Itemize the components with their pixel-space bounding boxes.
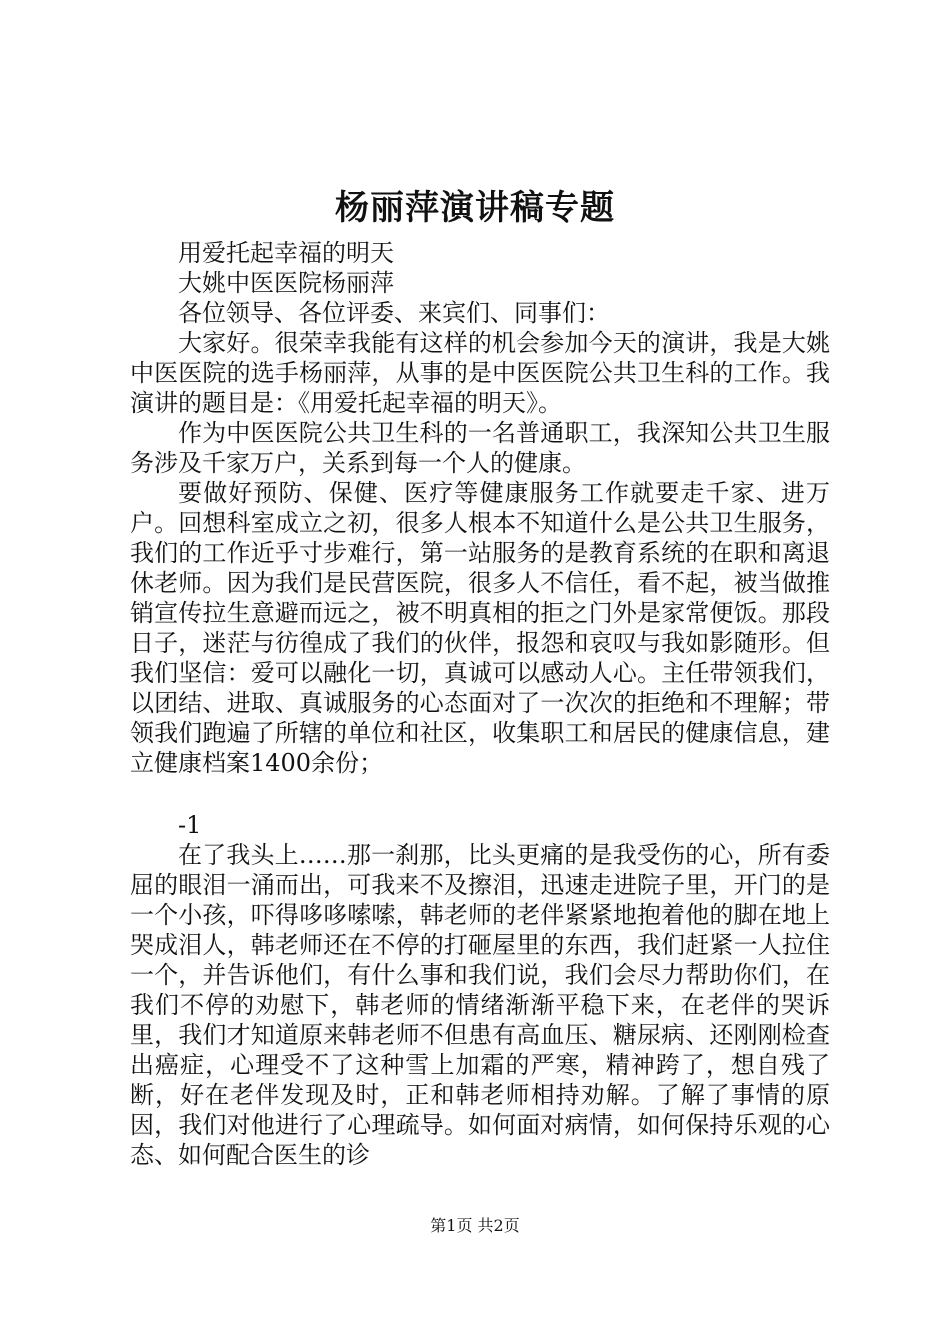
page-marker: -1 — [178, 811, 202, 839]
body-paragraph: 在了我头上……那一刹那，比头更痛的是我受伤的心，所有委屈的眼泪一涌而出，可我来不及擦泪，迅速走进院子里，开门的是一个小孩，吓得哆哆嗦嗦，韩老师的老伴紧紧地抱着他的脚在地上哭成泪人，韩老师还在不停的打砸屋里的东西，我们赶紧一人拉住一个，并告诉他们，有什么事和我们说，我们会尽力帮助你们，在我们不停的劝慰下，韩老师的情绪渐渐平稳下来，在老伴的哭诉里，我们才知道原来韩老师不但患有高血压、糖尿病、还刚刚检查出癌症，心理受不了这种雪上加霜的严寒，精神跨了，想自残了断，好在老伴发现及时，正和韩老师相持劝解。了解了事情的原因，我们对他进行了心理疏导。如何面对病情，如何保持乐观的心态、如何配合医生的诊 — [130, 841, 830, 1169]
body-paragraph: 大家好。很荣幸我能有这样的机会参加今天的演讲，我是大姚中医医院的选手杨丽萍，从事的是中医医院公共卫生科的工作。我演讲的题目是：《用爱托起幸福的明天》。 — [130, 329, 830, 417]
speech-title-line: 用爱托起幸福的明天 — [178, 239, 394, 267]
body-paragraph: 要做好预防、保健、医疗等健康服务工作就要走千家、进万户。回想科室成立之初，很多人根本不知道什么是公共卫生服务，我们的工作近乎寸步难行，第一站服务的是教育系统的在职和离退休老师。因为我们是民营医院，很多人不信任，看不起，被当做推销宣传拉生意避而远之，被不明真相的拒之门外是家常便饭。那段日子，迷茫与彷徨成了我们的伙伴，报怨和哀叹与我如影随形。但我们坚信：爱可以融化一切，真诚可以感动人心。主任带领我们，以团结、进取、真诚服务的心态面对了一次次的拒绝和不理解；带领我们跑遍了所辖的单位和社区，收集职工和居民的健康信息，建立健康档案1400余份； — [130, 479, 830, 777]
page-footer: 第1页 共2页 — [430, 1216, 520, 1235]
salutation-line: 各位领导、各位评委、来宾们、同事们： — [178, 299, 610, 327]
speaker-line: 大姚中医医院杨丽萍 — [178, 269, 394, 297]
body-paragraph: 作为中医医院公共卫生科的一名普通职工，我深知公共卫生服务涉及千家万户，关系到每一个人的健康。 — [130, 419, 830, 477]
document-title: 杨丽萍演讲稿专题 — [335, 188, 615, 228]
document-body — [130, 238, 830, 1170]
